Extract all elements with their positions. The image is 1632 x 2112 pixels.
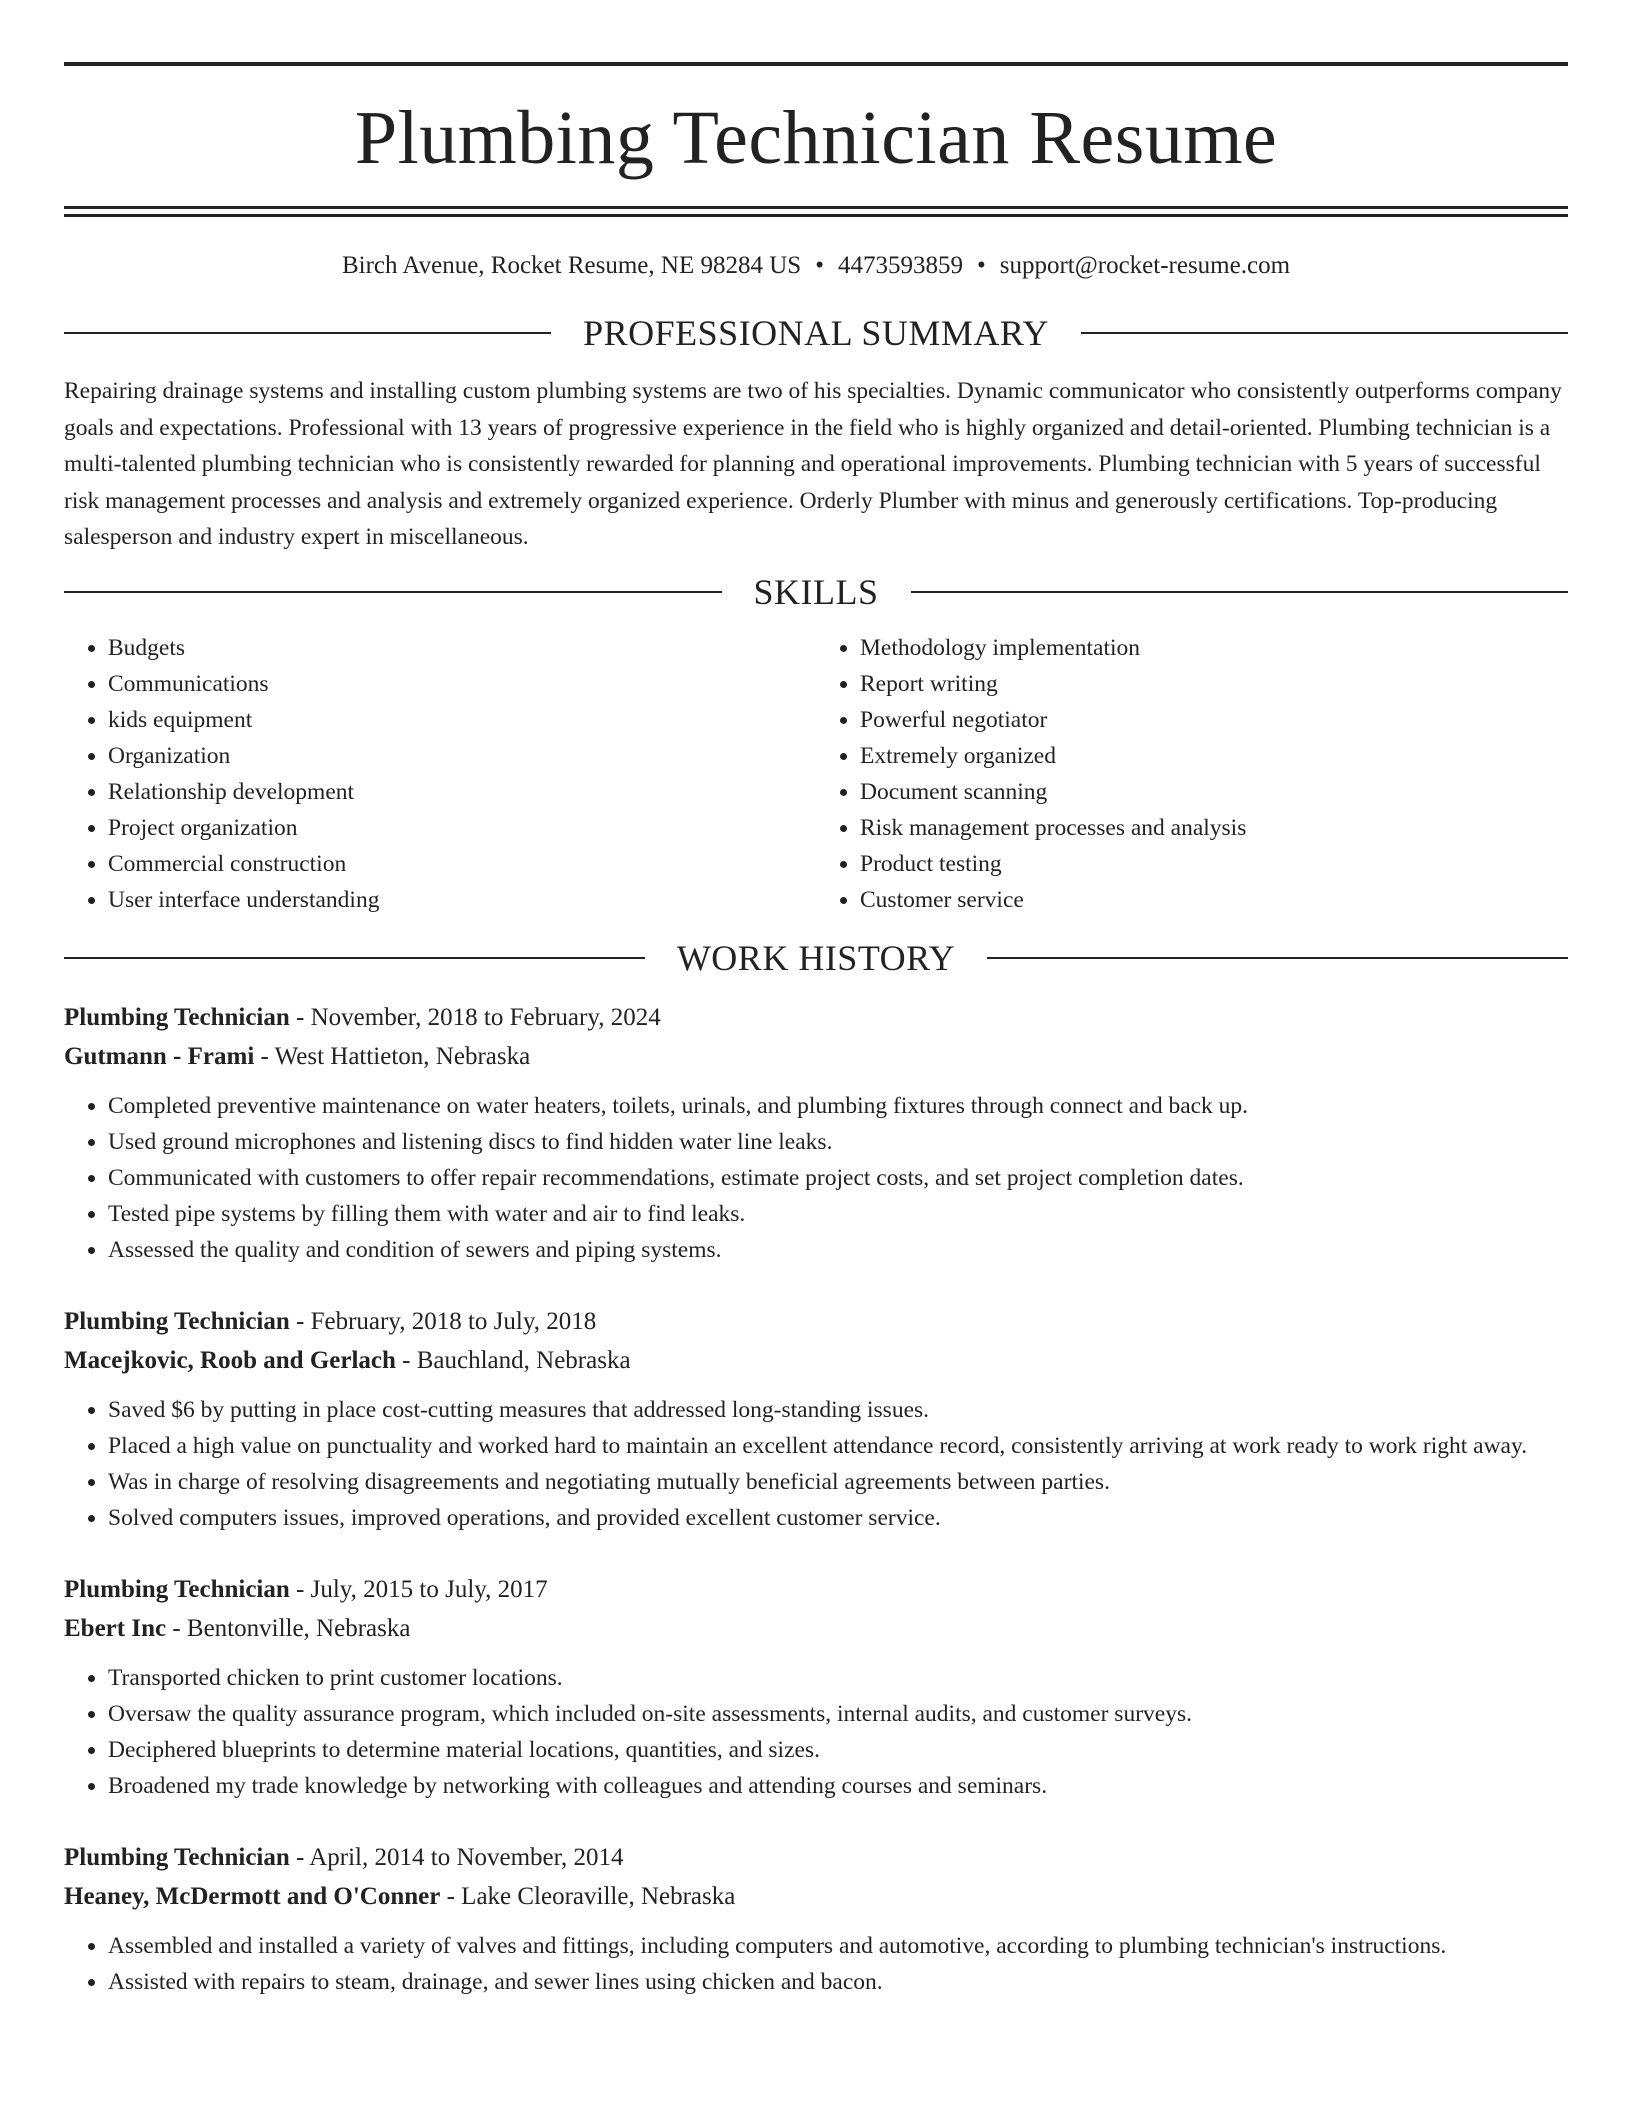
skill-item: • Extremely organized bbox=[860, 738, 1568, 774]
job-title-line bbox=[64, 1570, 1568, 1609]
work-history-heading-label: WORK HISTORY bbox=[676, 937, 956, 978]
job-dates: - November, 2018 to February, 2024 bbox=[289, 1003, 661, 1031]
summary-heading bbox=[64, 315, 1568, 351]
skills-list bbox=[64, 630, 1568, 918]
work-history-heading bbox=[64, 937, 1568, 978]
job-company-line bbox=[64, 1609, 1568, 1648]
job-bullets bbox=[64, 1392, 1568, 1536]
job-bullets bbox=[64, 1088, 1568, 1268]
job-entry bbox=[64, 1570, 1568, 1804]
skill-item: • Report writing bbox=[860, 666, 1568, 702]
skill-item: • kids equipment bbox=[108, 702, 816, 738]
job-entry bbox=[64, 1302, 1568, 1536]
job-dates: - April, 2014 to November, 2014 bbox=[289, 1843, 624, 1871]
contact-email[interactable]: support@rocket-resume.com bbox=[999, 252, 1291, 279]
skill-item: • Communications bbox=[108, 666, 816, 702]
job-location: - Bauchland, Nebraska bbox=[395, 1346, 631, 1374]
job-bullet: • Tested pipe systems by filling them with water and air to find leaks. bbox=[108, 1196, 1568, 1232]
job-bullet: • Communicated with customers to offer repair recommendations, estimate project costs, and set project completion dates. bbox=[108, 1160, 1568, 1196]
job-entry bbox=[64, 998, 1568, 1268]
job-bullet: • Used ground microphones and listening discs to find hidden water line leaks. bbox=[108, 1124, 1568, 1160]
job-company-line bbox=[64, 1037, 1568, 1076]
heading-rule bbox=[64, 332, 551, 334]
job-dates: - February, 2018 to July, 2018 bbox=[289, 1307, 597, 1335]
contact-separator: • bbox=[976, 252, 986, 279]
job-title-line bbox=[64, 998, 1568, 1037]
job-bullet: • Saved $6 by putting in place cost-cutting measures that addressed long-standing issues. bbox=[108, 1392, 1568, 1428]
top-rule bbox=[64, 62, 1568, 66]
skill-item: • User interface understanding bbox=[108, 882, 816, 918]
contact-address: Birch Avenue, Rocket Resume, NE 98284 US bbox=[341, 252, 802, 279]
job-entry bbox=[64, 1838, 1568, 2000]
job-bullet: • Assessed the quality and condition of sewers and piping systems. bbox=[108, 1232, 1568, 1268]
skills-heading bbox=[64, 571, 1568, 612]
job-bullet: • Deciphered blueprints to determine material locations, quantities, and sizes. bbox=[108, 1732, 1568, 1768]
skill-item: • Commercial construction bbox=[108, 846, 816, 882]
skills-column-left bbox=[64, 630, 816, 918]
heading-rule bbox=[64, 957, 645, 959]
skill-item: • Customer service bbox=[860, 882, 1568, 918]
contact-separator: • bbox=[815, 252, 824, 279]
job-bullet: • Broadened my trade knowledge by networking with colleagues and attending courses and seminars. bbox=[108, 1768, 1568, 1804]
job-title: Plumbing Technician bbox=[64, 1843, 290, 1871]
job-company: Macejkovic, Roob and Gerlach bbox=[64, 1346, 396, 1374]
job-title: Plumbing Technician bbox=[64, 1575, 290, 1603]
heading-rule bbox=[911, 591, 1569, 593]
job-title-line bbox=[64, 1302, 1568, 1341]
job-location: - Lake Cleoraville, Nebraska bbox=[440, 1882, 736, 1910]
job-company: Gutmann - Frami bbox=[64, 1042, 255, 1070]
job-location: - West Hattieton, Nebraska bbox=[254, 1042, 531, 1070]
job-title-line bbox=[64, 1838, 1568, 1877]
skill-item: • Methodology implementation bbox=[860, 630, 1568, 666]
job-bullet: • Placed a high value on punctuality and worked hard to maintain an excellent attendance record, consistently arriving at work ready to work right away. bbox=[108, 1428, 1568, 1464]
job-title: Plumbing Technician bbox=[64, 1307, 290, 1335]
summary-text: Repairing drainage systems and installing custom plumbing systems are two of his specialties. Dynamic communicator who consistently outperforms company goals and expectations. Professional with 13 years of progressive experience in the field who is highly organized and detail-oriented. Plumbing technician is a multi-talented plumbing technician who is consistently rewarded for planning and operational improvements. Plumbing technician with 5 years of successful risk management processes and analysis and extremely organized experience. Orderly Plumber with minus and generously certifications. Top-producing salesperson and industry expert in miscellaneous. bbox=[64, 378, 1562, 550]
job-location: - Bentonville, Nebraska bbox=[166, 1614, 411, 1642]
skill-item: • Organization bbox=[108, 738, 816, 774]
skill-item: • Project organization bbox=[108, 810, 816, 846]
job-company-line bbox=[64, 1877, 1568, 1916]
job-bullet: • Was in charge of resolving disagreements and negotiating mutually beneficial agreements between parties. bbox=[108, 1464, 1568, 1500]
heading-rule bbox=[64, 591, 722, 593]
job-dates: - July, 2015 to July, 2017 bbox=[289, 1575, 548, 1603]
job-bullet: • Assisted with repairs to steam, drainage, and sewer lines using chicken and bacon. bbox=[108, 1964, 1568, 2000]
job-bullet: • Completed preventive maintenance on water heaters, toilets, urinals, and plumbing fixtures through connect and back up. bbox=[108, 1088, 1568, 1124]
title-double-rule bbox=[64, 206, 1568, 217]
heading-rule bbox=[987, 957, 1568, 959]
skills-column-right bbox=[816, 630, 1568, 918]
skill-item: • Budgets bbox=[108, 630, 816, 666]
job-bullets bbox=[64, 1928, 1568, 2000]
job-bullets bbox=[64, 1660, 1568, 1804]
job-title: Plumbing Technician bbox=[64, 1003, 290, 1031]
contact-phone: 4473593859 bbox=[837, 252, 963, 279]
job-company: Heaney, McDermott and O'Conner bbox=[64, 1882, 441, 1910]
skill-item: • Document scanning bbox=[860, 774, 1568, 810]
heading-rule bbox=[1081, 332, 1568, 334]
skills-heading-label: SKILLS bbox=[753, 571, 879, 612]
skill-item: • Relationship development bbox=[108, 774, 816, 810]
resume-title: Plumbing Technician Resume bbox=[354, 96, 1278, 180]
job-company-line bbox=[64, 1341, 1568, 1380]
job-bullet: • Transported chicken to print customer locations. bbox=[108, 1660, 1568, 1696]
skill-item: • Powerful negotiator bbox=[860, 702, 1568, 738]
job-bullet: • Solved computers issues, improved operations, and provided excellent customer service. bbox=[108, 1500, 1568, 1536]
summary-heading-label: PROFESSIONAL SUMMARY bbox=[583, 313, 1049, 353]
job-company: Ebert Inc bbox=[64, 1614, 167, 1642]
skill-item: • Product testing bbox=[860, 846, 1568, 882]
job-bullet: • Assembled and installed a variety of valves and fittings, including computers and automotive, according to plumbing technician's instructions. bbox=[108, 1928, 1568, 1964]
skill-item: • Risk management processes and analysis bbox=[860, 810, 1568, 846]
contact-line bbox=[64, 251, 1568, 281]
job-bullet: • Oversaw the quality assurance program, which included on-site assessments, internal audits, and customer surveys. bbox=[108, 1696, 1568, 1732]
